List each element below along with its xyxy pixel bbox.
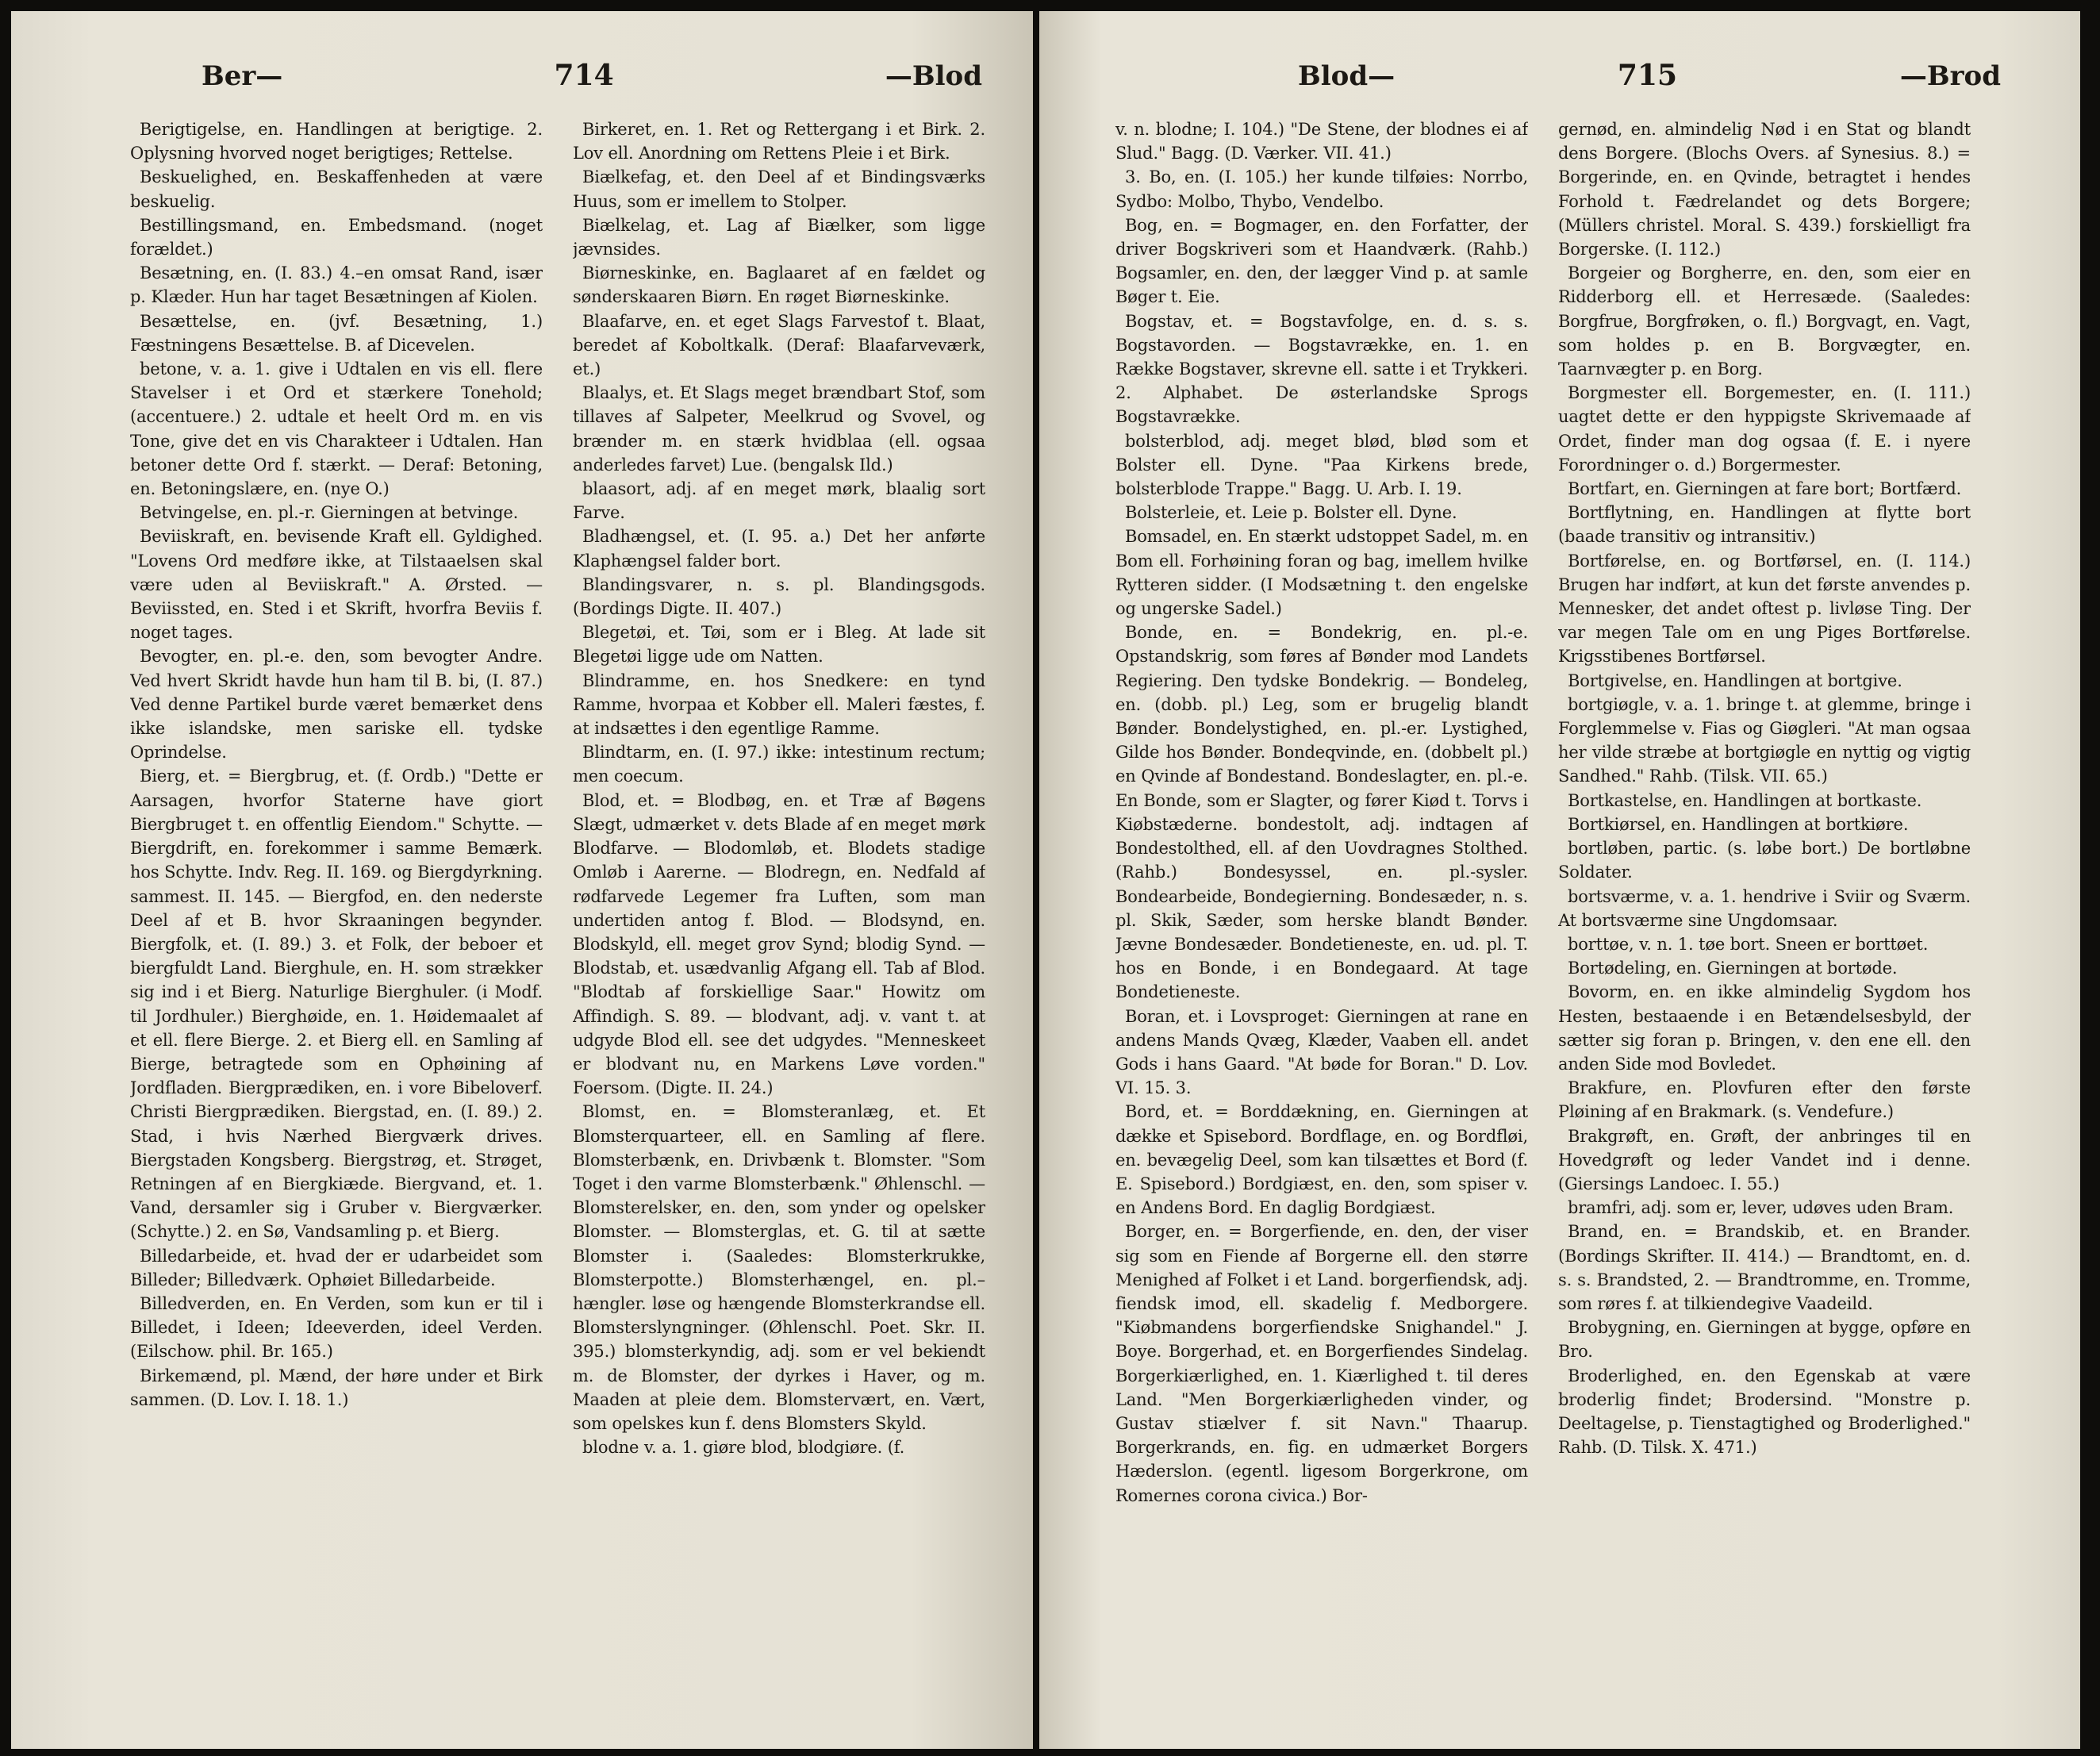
dictionary-entry: Bovorm, en. en ikke almindelig Sygdom hos Hesten, bestaaende i en Betændelsesbyld, der sætter sig foran p. Bringen, v. den ene ell. den anden Side mod Bovledet. xyxy=(1558,982,1971,1074)
dictionary-entry: Billedarbeide, et. hvad der er udarbeidet som Billeder; Billedværk. Ophøiet Billedarbeide. xyxy=(130,1246,543,1289)
right-page-column-2 xyxy=(1558,117,1971,1508)
left-page-column-2 xyxy=(573,117,985,1459)
dictionary-entry: Boran, et. i Lovsproget: Gierningen at rane en andens Mands Qvæg, Klæder, Vaaben ell. andet Gods i hans Gaard. "At bøde for Boran." D. Lov. VI. 15. 3. xyxy=(1115,1006,1528,1098)
dictionary-entry: Bevogter, en. pl.-e. den, som bevogter Andre. Ved hvert Skridt havde hun ham til B. bi, (I. 87.) Ved denne Partikel burde været bemærket dens ikke islandske, men sariske ell. tydske Oprindelse. xyxy=(130,647,543,763)
dictionary-entry: Blaafarve, en. et eget Slags Farvestof t. Blaat, beredet af Koboltkalk. (Deraf: Blaafarveværk, et.) xyxy=(573,311,985,379)
dictionary-entry: Borgmester ell. Borgemester, en. (I. 111.) uagtet dette er den hyppigste Skrivemaade af Ordet, finder man dog ogsaa (f. E. i nyere Forordninger o. d.) Borgermester. xyxy=(1558,383,1971,475)
head-right: —Brod xyxy=(1899,60,2001,92)
dictionary-entry: bortsværme, v. a. 1. hendrive i Sviir og Sværm. At bortsværme sine Ungdomsaar. xyxy=(1558,886,1971,930)
dictionary-entry: Blindramme, en. hos Snedkere: en tynd Ramme, hvorpaa et Kobber ell. Maleri fæstes, f. at indsættes i den egentlige Ramme. xyxy=(573,671,985,739)
dictionary-entry: Beskuelighed, en. Beskaffenheden at være beskuelig. xyxy=(130,167,543,211)
dictionary-entry: Bortflytning, en. Handlingen at flytte bort (baade transitiv og intransitiv.) xyxy=(1558,503,1971,547)
dictionary-entry: Berigtigelse, en. Handlingen at berigtige. 2. Oplysning hvorved noget berigtiges; Rettelse. xyxy=(130,120,543,163)
dictionary-entry: v. n. blodne; I. 104.) "De Stene, der blodnes ei af Slud." Bagg. (D. Værker. VII. 41.) xyxy=(1115,120,1528,163)
dictionary-entry: blaasort, adj. af en meget mørk, blaalig sort Farve. xyxy=(573,479,985,523)
dictionary-entry: Bolsterleie, et. Leie p. Bolster ell. Dyne. xyxy=(1125,503,1457,523)
dictionary-entry: Besættelse, en. (jvf. Besætning, 1.) Fæstningens Besættelse. B. af Dicevelen. xyxy=(130,311,543,355)
dictionary-entry: Bortkiørsel, en. Handlingen at bortkiøre. xyxy=(1568,814,1909,834)
dictionary-entry: Birkemænd, pl. Mænd, der høre under et Birk sammen. (D. Lov. I. 18. 1.) xyxy=(130,1366,543,1409)
dictionary-entry: Bord, et. = Borddækning, en. Gierningen at dække et Spisebord. Bordflage, en. og Bordfløi, en. bevægelig Deel, som kan tilsættes et Bord (f. E. Spisebord.) Bordgiæst, en. den, som spiser v. en Andens Bord. En daglig Bordgiæst. xyxy=(1115,1102,1528,1218)
dictionary-entry: Besætning, en. (I. 83.) 4.–en omsat Rand, især p. Klæder. Hun har taget Besætningen af Kiolen. xyxy=(130,263,543,307)
dictionary-entry: Broderlighed, en. den Egenskab at være broderlig findet; Brodersind. "Monstre p. Deeltagelse, p. Tienstagtighed og Broderlighed." Rahb. (D. Tilsk. X. 471.) xyxy=(1558,1366,1971,1458)
dictionary-entry: blodne v. a. 1. giøre blod, blodgiøre. (f. xyxy=(582,1438,905,1458)
dictionary-entry: Biørneskinke, en. Baglaaret af en fældet og sønderskaaren Biørn. En røget Biørneskinke. xyxy=(573,263,985,307)
dictionary-entry: Bortførelse, en. og Bortførsel, en. (I. 114.) Brugen har indført, at kun det første anvendes p. Mennesker, det andet oftest p. livløse Ting. Der var megen Tale om en ung Piges Bortførelse. Krigsstibenes Bortførsel. xyxy=(1558,551,1971,667)
running-head xyxy=(130,59,1006,113)
dictionary-entry: Bortfart, en. Gierningen at fare bort; Bortfærd. xyxy=(1568,479,1962,499)
head-right: —Blod xyxy=(885,60,982,92)
dictionary-entry: Brand, en. = Brandskib, et. en Brander. (Bordings Skrifter. II. 414.) — Brandtomt, en. d. s. s. Brandsted, 2. — Brandtromme, en. Tromme, som røres f. at tilkiendegive Vaadeild. xyxy=(1558,1222,1971,1313)
dictionary-entry: Birkeret, en. 1. Ret og Rettergang i et Birk. 2. Lov ell. Anordning om Rettens Pleie i et Birk. xyxy=(573,120,985,163)
dictionary-entry: Betvingelse, en. pl.-r. Gierningen at betvinge. xyxy=(140,503,519,523)
dictionary-entry: Bestillingsmand, en. Embedsmand. (noget forældet.) xyxy=(130,215,543,259)
dictionary-entry: Brobygning, en. Gierningen at bygge, opføre en Bro. xyxy=(1558,1318,1971,1362)
dictionary-entry: Bladhængsel, et. (I. 95. a.) Det her anførte Klaphængsel falder bort. xyxy=(573,527,985,571)
dictionary-entry: Bortgivelse, en. Handlingen at bortgive. xyxy=(1568,671,1902,690)
dictionary-entry: bolsterblod, adj. meget blød, blød som et Bolster ell. Dyne. "Paa Kirkens brede, bolsterblode Trappe." Bagg. U. Arb. I. 19. xyxy=(1115,431,1528,499)
dictionary-entry: Bortødeling, en. Gierningen at bortøde. xyxy=(1568,959,1898,978)
dictionary-entry: Biælkefag, et. den Deel af et Bindingsværks Huus, som er imellem to Stolper. xyxy=(573,167,985,211)
right-page xyxy=(1039,11,2080,1749)
dictionary-entry: bortløben, partic. (s. løbe bort.) De bortløbne Soldater. xyxy=(1558,839,1971,882)
left-page-column-1 xyxy=(130,117,543,1459)
dictionary-entry: Borger, en. = Borgerfiende, en. den, der viser sig som en Fiende af Borgerne ell. den større Menighed af Folket i et Land. borgerfiendsk, adj. fiendsk imod, ell. skadelig f. Medborgere. "Kiøbmandens borgerfiendske Snighandel." J. Boye. Borgerhad, et. en Borgerfiendes Sindelag. Borgerkiærlighed, en. 1. Kiærlighed t. til deres Land. "Men Borgerkiærligheden vinder, og Gustav stiælver f. sit Navn." Thaarup. Borgerkrands, en. fig. en udmærket Borgers Hæderslon. (egentl. ligesom Borgerkrone, om Romernes corona civica.) Bor- xyxy=(1115,1222,1528,1505)
page-number: 714 xyxy=(554,59,614,92)
dictionary-entry: bortgiøgle, v. a. 1. bringe t. at glemme, bringe i Forglemmelse v. Fias og Giøgleri. "At man ogsaa her vilde stræbe at bortgiøgle en nyttig og vigtig Sandhed." Rahb. (Tilsk. VII. 65.) xyxy=(1558,694,1971,786)
dictionary-entry: Bierg, et. = Biergbrug, et. (f. Ordb.) "Dette er Aarsagen, hvorfor Staterne have giort Biergbruget t. en offentlig Eiendom." Schytte. — Biergdrift, en. forekommer i samme Bemærk. hos Schytte. Indv. Reg. II. 169. og Biergdyrkning. sammest. II. 145. — Biergfod, en. den nederste Deel af et B. hvor Skraaningen begynder. Biergfolk, et. (I. 89.) 3. et Folk, der beboer et biergfuldt Land. Bierghule, en. H. som strækker sig ind i et Bierg. Naturlige Bierghuler. (i Modf. til Jordhuler.) Bierghøide, en. 1. Høidemaalet af et ell. flere Bierge. 2. et Bierg ell. en Samling af Bierge, betragtede som en Ophøining af Jordfladen. Biergprædiken, en. i vore Bibeloverf. Christi Biergprædiken. Biergstad, en. (I. 89.) 2. Stad, i hvis Nærhed Biergværk drives. Biergstaden Kongsberg. Biergstrøg, et. Strøget, Retningen af en Biergkiæde. Biergvand, et. 1. Vand, dersamler sig i Gruber v. Biergværker. (Schytte.) 2. en Sø, Vandsamling p. et Bierg. xyxy=(130,767,543,1242)
dictionary-entry: Bog, en. = Bogmager, en. den Forfatter, der driver Bogskriveri som et Haandværk. (Rahb.) Bogsamler, en. den, der lægger Vind p. at samle Bøger t. Eie. xyxy=(1115,215,1528,307)
dictionary-entry: betone, v. a. 1. give i Udtalen en vis ell. flere Stavelser i et Ord et stærkere Tonehold; (accentuere.) 2. udtale et heelt Ord m. en vis Tone, give det en vis Charakteer i Udtalen. Han betoner dette Ord f. stærkt. — Deraf: Betoning, en. Betoningslære, en. (nye O.) xyxy=(130,359,543,499)
dictionary-entry: 3. Bo, en. (I. 105.) her kunde tilføies: Norrbo, Sydbo: Molbo, Thybo, Vendelbo. xyxy=(1115,167,1528,211)
dictionary-entry: Brakfure, en. Plovfuren efter den første Pløining af en Brakmark. (s. Vendefure.) xyxy=(1558,1078,1971,1122)
dictionary-entry: Billedverden, en. En Verden, som kun er til i Billedet, i Ideen; Ideeverden, ideel Verden. (Eilschow. phil. Br. 165.) xyxy=(130,1293,543,1362)
dictionary-entry: bramfri, adj. som er, lever, udøves uden Bram. xyxy=(1568,1198,1954,1218)
dictionary-entry: Blindtarm, en. (I. 97.) ikke: intestinum rectum; men coecum. xyxy=(573,743,985,786)
right-page-column-1 xyxy=(1115,117,1528,1508)
dictionary-entry: Blaalys, et. Et Slags meget brændbart Stof, som tillaves af Salpeter, Meelkrud og Svovel, og brænder m. en stærk hvidblaa (ell. ogsaa anderledes farvet) Lue. (bengalsk Ild.) xyxy=(573,383,985,475)
dictionary-entry: gernød, en. almindelig Nød i en Stat og blandt dens Borgere. (Blochs Overs. af Synesius. 8.) = Borgerinde, en. en Qvinde, betragtet i hendes Forhold t. Fædrelandet og dets Borgere; (Müllers christel. Moral. S. 439.) forskielligt fra Borgerske. (I. 112.) xyxy=(1558,120,1971,259)
page-number: 715 xyxy=(1617,59,1678,92)
dictionary-entry: Bonde, en. = Bondekrig, en. pl.-e. Opstandskrig, som føres af Bønder mod Landets Regiering. Den tydske Bondekrig. — Bondeleg, en. (dobb. pl.) Leg, som er brugelig blandt Bønder. Bondelystighed, en. pl.-er. Lystighed, Gilde hos Bønder. Bondeqvinde, en. (dobbelt pl.) en Qvinde af Bondestand. Bondeslagter, en. pl.-e. En Bonde, som er Slagter, og fører Kiød t. Torvs i Kiøbstæderne. bondestolt, adj. indtagen af Bondestolthed, ell. af den Uovdragnes Stolthed. (Rahb.) Bondesyssel, en. pl.-sysler. Bondearbeide, Bondegierning. Bondesæder, n. s. pl. Skik, Sæder, som herske blandt Bønder. Jævne Bondesæder. Bondetieneste, en. ud. pl. T. hos en Bonde, i en Bondegaard. At tage Bondetieneste. xyxy=(1115,623,1528,1002)
dictionary-entry: Brakgrøft, en. Grøft, der anbringes til en Hovedgrøft og leder Vandet ind i denne. (Giersings Landoec. I. 55.) xyxy=(1558,1126,1971,1193)
dictionary-entry: Blandingsvarer, n. s. pl. Blandingsgods. (Bordings Digte. II. 407.) xyxy=(573,574,985,619)
dictionary-entry: Blomst, en. = Blomsteranlæg, et. Et Blomsterquarteer, ell. en Samling af flere. Blomsterbænk, en. Drivbænk t. Blomster. "Som Toget i den varme Blomsterbænk." Øhlenschl. — Blomsterelsker, en. den, som ynder og opelsker Blomster. — Blomsterglas, et. G. til at sætte Blomster i. (Saaledes: Blomsterkrukke, Blomsterpotte.) Blomsterhængel, en. pl.–hængler. løse og hængende Blomsterkrandse ell. Blomsterslyngninger. (Øhlenschl. Poet. Skr. II. 395.) blomsterkyndig, adj. som er vel bekiendt m. de Blomster, der dyrkes i Haver, og m. Maaden at pleie dem. Blomstervært, en. Vært, som opelskes kun f. dens Blomsters Skyld. xyxy=(573,1102,985,1433)
dictionary-entry: Beviiskraft, en. bevisende Kraft ell. Gyldighed. "Lovens Ord medføre ikke, at Tilstaaelsen skal være uden al Beviiskraft." A. Ørsted. — Beviissted, en. Sted i et Skrift, hvorfra Beviis f. noget tages. xyxy=(130,527,543,643)
dictionary-entry: borttøe, v. n. 1. tøe bort. Sneen er borttøet. xyxy=(1568,934,1929,954)
dictionary-entry: Bomsadel, en. En stærkt udstoppet Sadel, m. en Bom ell. Forhøining foran og bag, imellem hvilke Rytteren sidder. (I Modsætning t. den engelske og ungerske Sadel.) xyxy=(1115,527,1528,619)
head-left: Blod— xyxy=(1298,60,1396,92)
left-page xyxy=(11,11,1033,1749)
dictionary-entry: Bortkastelse, en. Handlingen at bortkaste. xyxy=(1568,790,1922,810)
dictionary-entry: Bogstav, et. = Bogstavfolge, en. d. s. s. Bogstavorden. — Bogstavrække, en. 1. en Række Bogstaver, skrevne ell. satte i et Trykkeri. 2. Alphabet. De østerlandske Sprogs Bogstavrække. xyxy=(1115,311,1528,427)
dictionary-entry: Blod, et. = Blodbøg, en. et Træ af Bøgens Slægt, udmærket v. dets Blade af en meget mørk Blodfarve. — Blodomløb, et. Blodets stadige Omløb i Aarerne. — Blodregn, en. Nedfald af rødfarvede Legemer fra Luften, som man undertiden antog f. Blod. — Blodsynd, en. Blodskyld, ell. meget grov Synd; blodig Synd. — Blodstab, et. usædvanlig Afgang ell. Tab af Blod. "Blodtab af forskiellige Saar." Howitz om Affindigh. S. 89. — blodvant, adj. v. vant t. at udgyde Blod ell. see det udgydes. "Menneskeet er blodvant nu, en Markens Løve vorden." Foersom. (Digte. II. 24.) xyxy=(573,790,985,1098)
running-head xyxy=(1115,59,2033,113)
head-left: Ber— xyxy=(202,60,283,92)
dictionary-entry: Blegetøi, et. Tøi, som er i Bleg. At lade sit Blegetøi ligge ude om Natten. xyxy=(573,623,985,667)
dictionary-entry: Biælkelag, et. Lag af Biælker, som ligge jævnsides. xyxy=(573,215,985,259)
dictionary-entry: Borgeier og Borgherre, en. den, som eier en Ridderborg ell. et Herresæde. (Saaledes: Borgfrue, Borgfrøken, o. fl.) Borgvagt, en. Vagt, som holdes p. en B. Borgvægter, en. Taarnvægter p. en Borg. xyxy=(1558,263,1971,379)
